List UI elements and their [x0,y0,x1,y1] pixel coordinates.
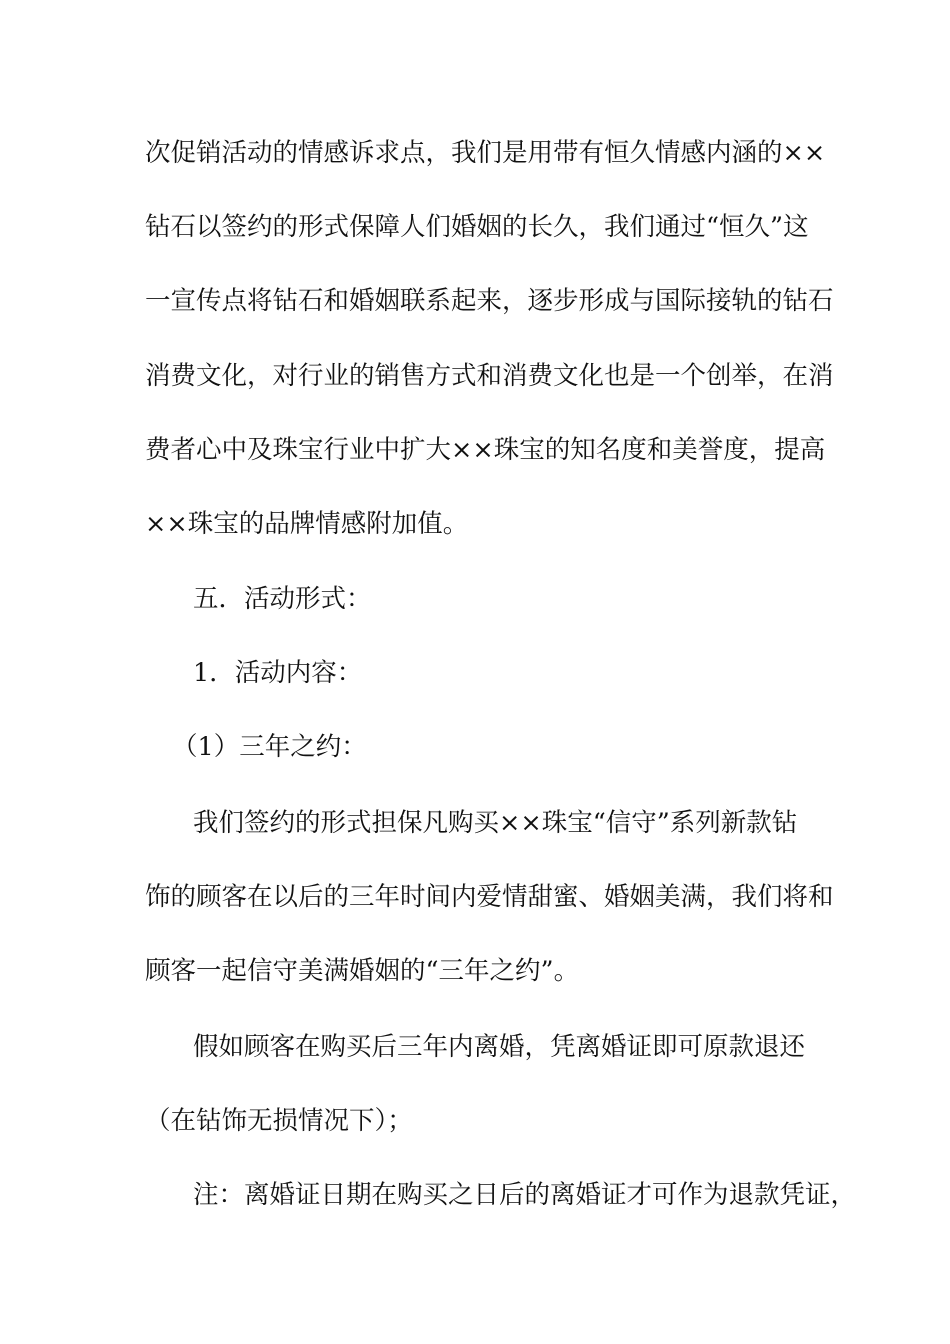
subsection-heading: 1．活动内容： [193,658,363,688]
text-line-3: 一宣传点将钻石和婚姻联系起来，逐步形成与国际接轨的钻石 [145,286,834,316]
text-line-1: 次促销活动的情感诉求点，我们是用带有恒久情感内涵的×× [145,138,826,168]
text-line-12: 顾客一起信守美满婚姻的“三年之约”。 [145,956,580,986]
text-line-5: 费者心中及珠宝行业中扩大××珠宝的知名度和美誉度，提高 [145,435,826,465]
text-line-13: 假如顾客在购买后三年内离婚，凭离婚证即可原款退还 [193,1032,806,1062]
text-line-11: 饰的顾客在以后的三年时间内爱情甜蜜、婚姻美满，我们将和 [145,882,834,912]
text-line-15: 注：离婚证日期在购买之日后的离婚证才可作为退款凭证， [193,1180,857,1210]
text-line-2: 钻石以签约的形式保障人们婚姻的长久，我们通过“恒久”这 [145,212,809,242]
text-line-6: ××珠宝的品牌情感附加值。 [145,509,469,539]
section-heading: 五．活动形式： [193,584,372,614]
text-line-10: 我们签约的形式担保凡购买××珠宝“信守”系列新款钻 [193,808,798,838]
item-heading: （1）三年之约： [172,732,367,762]
text-line-4: 消费文化，对行业的销售方式和消费文化也是一个创举，在消 [145,361,834,391]
text-line-14: （在钻饰无损情况下）； [145,1106,413,1136]
